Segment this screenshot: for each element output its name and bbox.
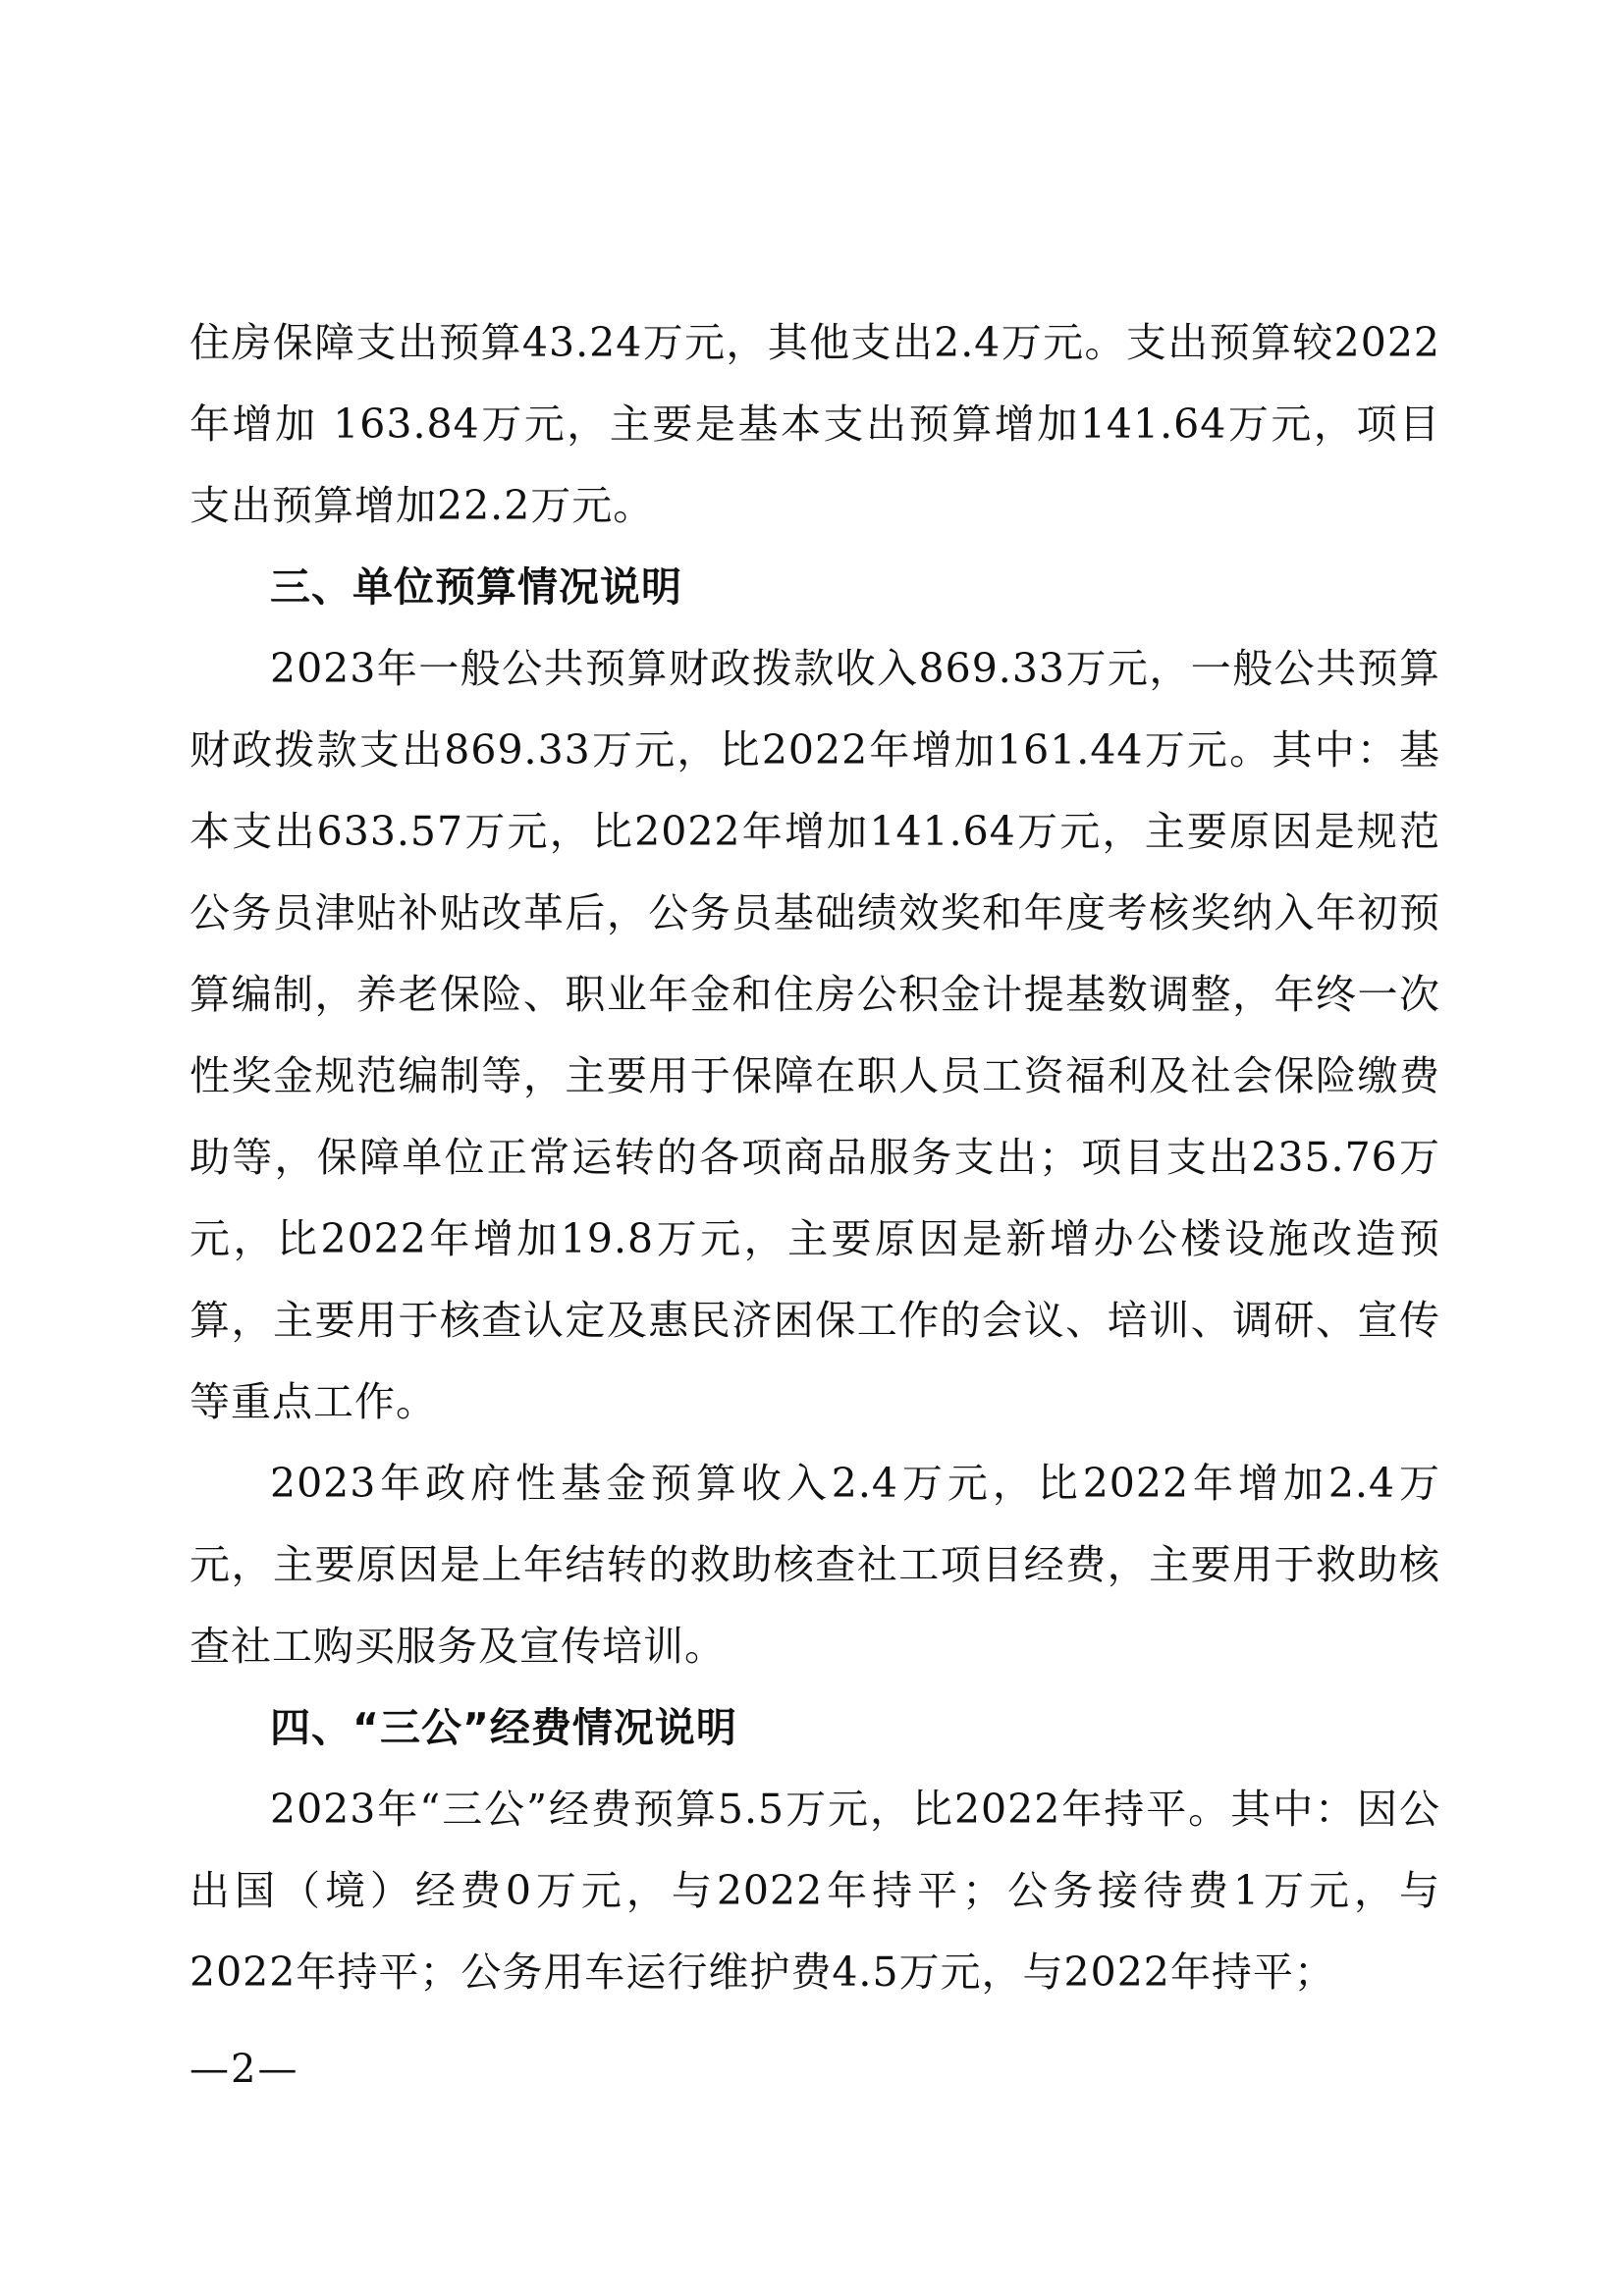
paragraph-general-public-budget: 2023年一般公共预算财政拨款收入869.33万元，一般公共预算财政拨款支出869.33万元，比2022年增加161.44万元。其中：基本支出633.57万元，比2022年增加141.64万元，主要原因是规范公务员津贴补贴改革后，公务员基础绩效奖和年度考核奖纳入年初预算编制，养老保险、职业年金和住房公积金计提基数调整，年终一次性奖金规范编制等，主要用于保障在职人员工资福利及社会保险缴费助等，保障单位正常运转的各项商品服务支出；项目支出235.76万元，比2022年增加19.8万元，主要原因是新增办公楼设施改造预算，主要用于核查认定及惠民济困保工作的会议、培训、调研、宣传等重点工作。 <box>189 645 1440 1425</box>
section-heading-three-public-expenses: 四、“三公”经费情况说明 <box>270 1704 737 1751</box>
document-body <box>189 302 1440 2013</box>
paragraph-housing-expenditure: 住房保障支出预算43.24万元，其他支出2.4万元。支出预算较2022年增加 163.84万元，主要是基本支出预算增加141.64万元，项目支出预算增加22.2万元。 <box>189 319 1440 529</box>
paragraph-three-public-expenses: 2023年“三公”经费预算5.5万元，比2022年持平。其中：因公出国（境）经费0万元，与2022年持平；公务接待费1万元，与2022年持平；公务用车运行维护费4.5万元，与2022年持平； <box>189 1786 1440 1996</box>
page-number: —2— <box>189 2047 299 2092</box>
paragraph-government-fund-budget: 2023年政府性基金预算收入2.4万元，比2022年增加2.4万元，主要原因是上年结转的救助核查社工项目经费，主要用于救助核查社工购买服务及宣传培训。 <box>189 1460 1440 1670</box>
section-heading-unit-budget: 三、单位预算情况说明 <box>270 563 682 611</box>
